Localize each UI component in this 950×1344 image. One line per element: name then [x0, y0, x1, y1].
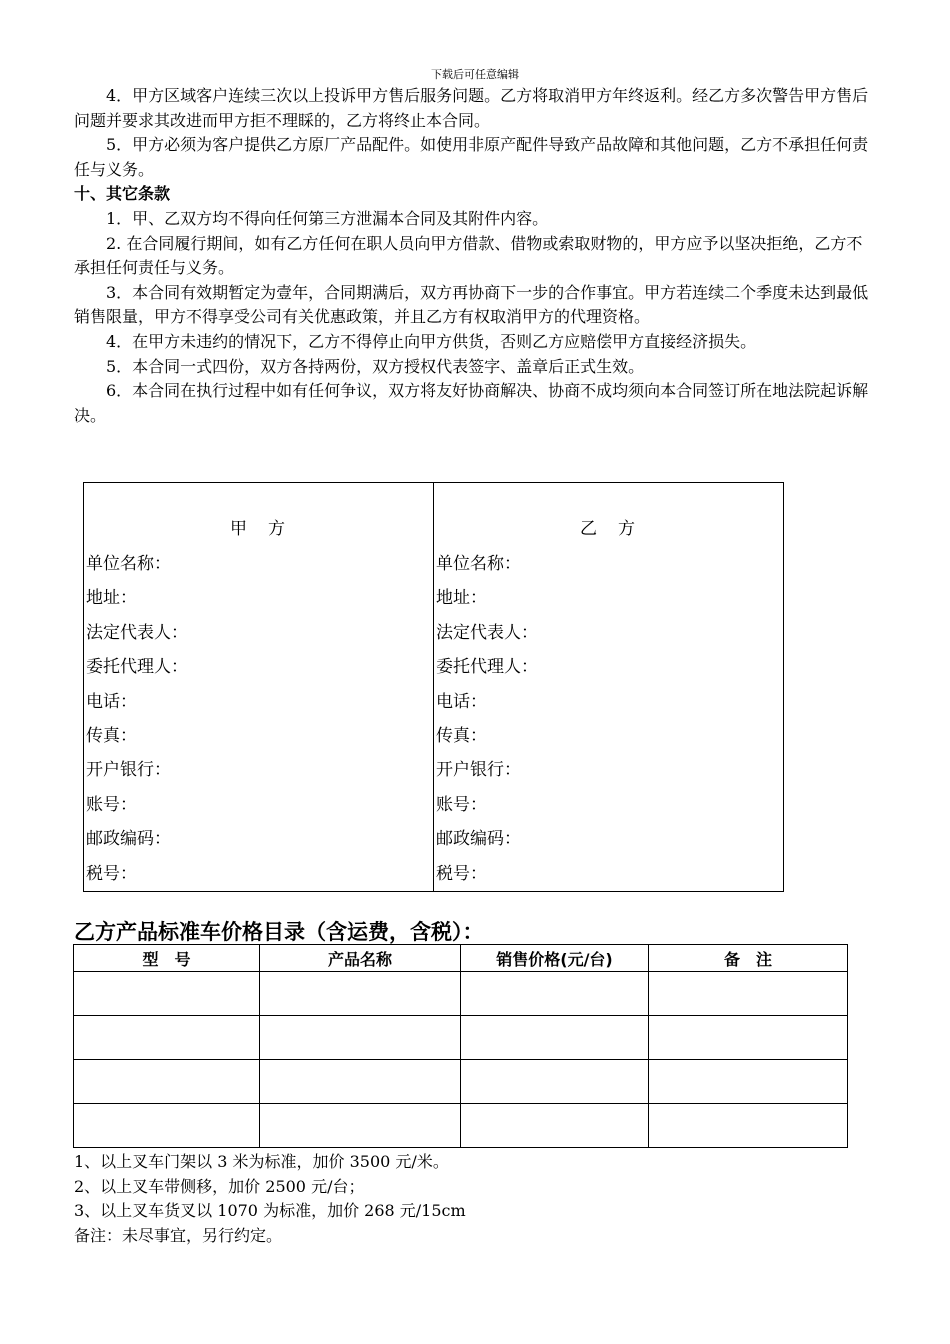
- table-cell: [260, 972, 461, 1016]
- header-product-name: 产品名称: [260, 945, 461, 972]
- party-b-fax-field: 传真：: [436, 725, 487, 746]
- party-b-postcode-field: 邮政编码：: [436, 829, 521, 850]
- party-a-account-field: 账号：: [86, 794, 137, 815]
- table-cell: [649, 1060, 848, 1104]
- table-row: [74, 972, 848, 1016]
- table-cell: [461, 972, 649, 1016]
- party-a-agent-field: 委托代理人：: [86, 657, 188, 678]
- contract-body: [74, 84, 874, 428]
- note-line: 2、以上叉车带侧移，加价 2500 元/台；: [74, 1176, 365, 1196]
- header-remarks: 备 注: [649, 945, 848, 972]
- note-line: 备注：未尽事宜，另行约定。: [74, 1225, 283, 1245]
- party-b-phone-field: 电话：: [436, 691, 487, 712]
- party-b-tax-field: 税号：: [436, 863, 487, 884]
- signature-table: [83, 482, 784, 892]
- party-b-company-field: 单位名称：: [436, 554, 521, 574]
- party-b-heading: 乙 方: [580, 519, 637, 539]
- party-b-agent-field: 委托代理人：: [436, 657, 538, 678]
- note-line: 1、以上叉车门架以 3 米为标准，加价 3500 元/米。: [74, 1152, 449, 1171]
- table-cell: [461, 1060, 649, 1104]
- header-sale-price: 销售价格(元/台): [461, 945, 649, 972]
- party-a-tax-field: 税号：: [86, 863, 137, 884]
- party-b-address-field: 地址：: [436, 588, 487, 609]
- table-cell: [74, 1104, 260, 1148]
- clause-item: 6．本合同在执行过程中如有任何争议，双方将友好协商解决、协商不成均须向本合同签订所在地法院起诉解决。: [74, 381, 869, 425]
- header-note: 下载后可任意编辑: [431, 68, 519, 81]
- clause-item: 2. 在合同履行期间，如有乙方任何在职人员向甲方借款、借物或索取财物的，甲方应予以坚决拒绝，乙方不承担任何责任与义务。: [74, 233, 863, 278]
- party-a-fax-field: 传真：: [86, 725, 137, 746]
- party-b-legal-rep-field: 法定代表人：: [436, 622, 538, 643]
- price-table-header-row: [74, 945, 848, 972]
- table-cell: [649, 1104, 848, 1148]
- table-row: [74, 1016, 848, 1060]
- party-a-company-field: 单位名称：: [86, 554, 171, 574]
- clause-item: 1．甲、乙双方均不得向任何第三方泄漏本合同及其附件内容。: [106, 208, 549, 228]
- table-cell: [74, 972, 260, 1016]
- note-line: 3、以上叉车货叉以 1070 为标准，加价 268 元/15cm: [74, 1201, 466, 1221]
- section-title-other-terms: 十、其它条款: [74, 184, 171, 204]
- clause-item: 3．本合同有效期暂定为壹年，合同期满后，双方再协商下一步的合作事宜。甲方若连续二个季度未达到最低销售限量，甲方不得享受公司有关优惠政策，并且乙方有权取消甲方的代理资格。: [74, 282, 869, 327]
- party-a-legal-rep-field: 法定代表人：: [86, 622, 188, 643]
- party-b-bank-field: 开户银行：: [436, 760, 521, 781]
- table-cell: [461, 1016, 649, 1060]
- price-table: [73, 944, 848, 1148]
- header-model: 型 号: [74, 945, 260, 972]
- clause-item: 5．本合同一式四份，双方各持两份，双方授权代表签字、盖章后正式生效。: [106, 356, 645, 376]
- table-cell: [649, 1016, 848, 1060]
- table-cell: [260, 1104, 461, 1148]
- table-cell: [260, 1060, 461, 1104]
- table-row: [74, 1104, 848, 1148]
- clause-paragraph: 4．甲方区域客户连续三次以上投诉甲方售后服务问题。乙方将取消甲方年终返利。经乙方多次警告甲方售后问题并要求其改进而甲方拒不理睬的，乙方将终止本合同。: [74, 86, 869, 130]
- table-row: [74, 1060, 848, 1104]
- clause-paragraph: 5．甲方必须为客户提供乙方原厂产品配件。如使用非原产配件导致产品故障和其他问题，乙方不承担任何责任与义务。: [74, 135, 869, 179]
- party-a-address-field: 地址：: [86, 588, 137, 609]
- price-notes: [74, 1150, 466, 1248]
- price-table-title: 乙方产品标准车价格目录（含运费，含税）：: [74, 920, 484, 944]
- clause-item: 4．在甲方未违约的情况下，乙方不得停止向甲方供货，否则乙方应赔偿甲方直接经济损失。: [106, 331, 757, 351]
- party-a-bank-field: 开户银行：: [86, 760, 171, 781]
- table-cell: [461, 1104, 649, 1148]
- table-cell: [74, 1016, 260, 1060]
- party-a-postcode-field: 邮政编码：: [86, 829, 171, 850]
- party-b-account-field: 账号：: [436, 794, 487, 815]
- party-a-phone-field: 电话：: [86, 691, 137, 712]
- party-a-column: [84, 483, 434, 891]
- table-cell: [74, 1060, 260, 1104]
- table-cell: [260, 1016, 461, 1060]
- party-a-heading: 甲 方: [230, 519, 287, 539]
- party-b-column: [434, 483, 783, 891]
- table-cell: [649, 972, 848, 1016]
